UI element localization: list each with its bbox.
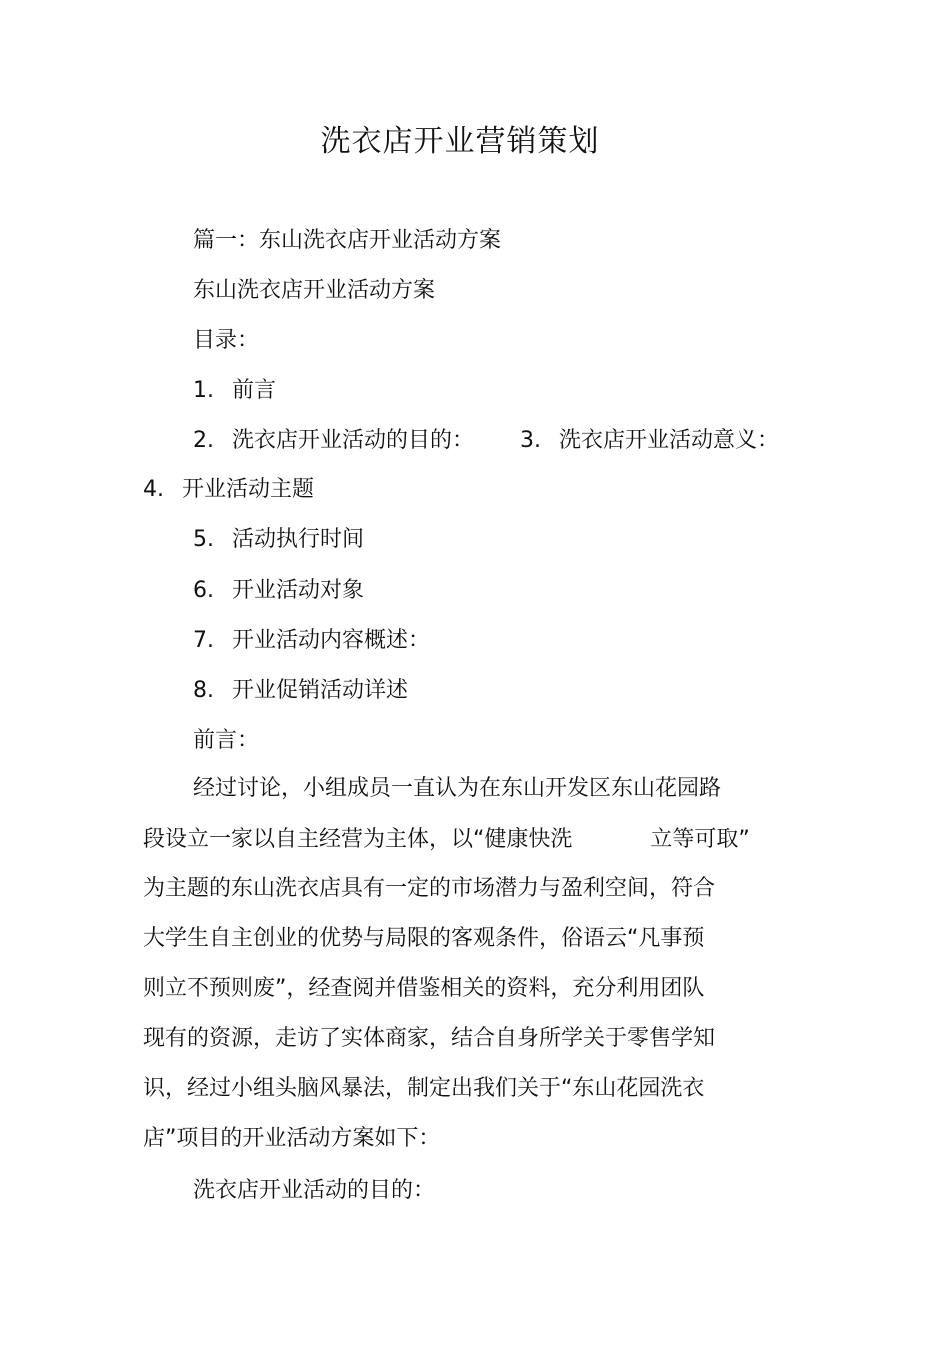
preface-line [143, 823, 750, 857]
preface-line-part: 立等可取” [650, 827, 750, 852]
preface-line: 经过讨论，小组成员一直认为在东山开发区东山花园路 [193, 776, 722, 801]
toc-item-text: 洗衣店开业活动意义： [559, 428, 780, 453]
document-title: 洗衣店开业营销策划 [320, 124, 600, 159]
preface-line: 店”项目的开业活动方案如下： [143, 1126, 441, 1151]
toc-item-text: 开业促销活动详述 [232, 678, 409, 703]
preface-line-part: 段设立一家以自主经营为主体，以“健康快洗 [143, 827, 573, 852]
toc-item [193, 424, 779, 458]
toc-item-text: 开业活动主题 [182, 477, 315, 502]
preface-line: 识，经过小组头脑风暴法，制定出我们关于“东山花园洗衣 [143, 1076, 705, 1101]
preface-line: 为主题的东山洗衣店具有一定的市场潜力与盈利空间，符合 [143, 876, 716, 901]
toc-item [193, 624, 430, 658]
toc-item-number: 4. [143, 477, 164, 502]
toc-item-number: 5. [193, 527, 214, 552]
preface-line: 则立不预则废”，经查阅并借鉴相关的资料，充分利用团队 [143, 976, 705, 1001]
toc-item [143, 473, 314, 507]
part-heading: 篇一：东山洗衣店开业活动方案 [193, 228, 502, 253]
preface-line: 现有的资源，走访了实体商家，结合自身所学关于零售学知 [143, 1026, 716, 1051]
toc-item-number: 3. [520, 428, 542, 453]
toc-item-number: 2. [193, 428, 214, 453]
toc-item-number: 1. [193, 378, 214, 403]
toc-label: 目录： [193, 328, 260, 353]
toc-item-text: 开业活动内容概述： [232, 628, 431, 653]
toc-item [193, 574, 364, 608]
purpose-heading: 洗衣店开业活动的目的： [193, 1178, 436, 1203]
toc-item-number: 6. [193, 578, 214, 603]
toc-item-text: 活动执行时间 [232, 527, 365, 552]
preface-label: 前言： [193, 728, 260, 753]
toc-item-number: 7. [193, 628, 214, 653]
sub-heading: 东山洗衣店开业活动方案 [193, 278, 436, 303]
preface-line: 大学生自主创业的优势与局限的客观条件，俗语云“凡事预 [143, 926, 705, 951]
toc-item-text: 洗衣店开业活动的目的： [232, 428, 475, 453]
toc-item [193, 674, 408, 708]
toc-item [193, 374, 276, 408]
toc-item-number: 8. [193, 678, 214, 703]
toc-item-text: 开业活动对象 [232, 578, 365, 603]
toc-item [193, 523, 364, 557]
toc-item-text: 前言 [232, 378, 277, 403]
